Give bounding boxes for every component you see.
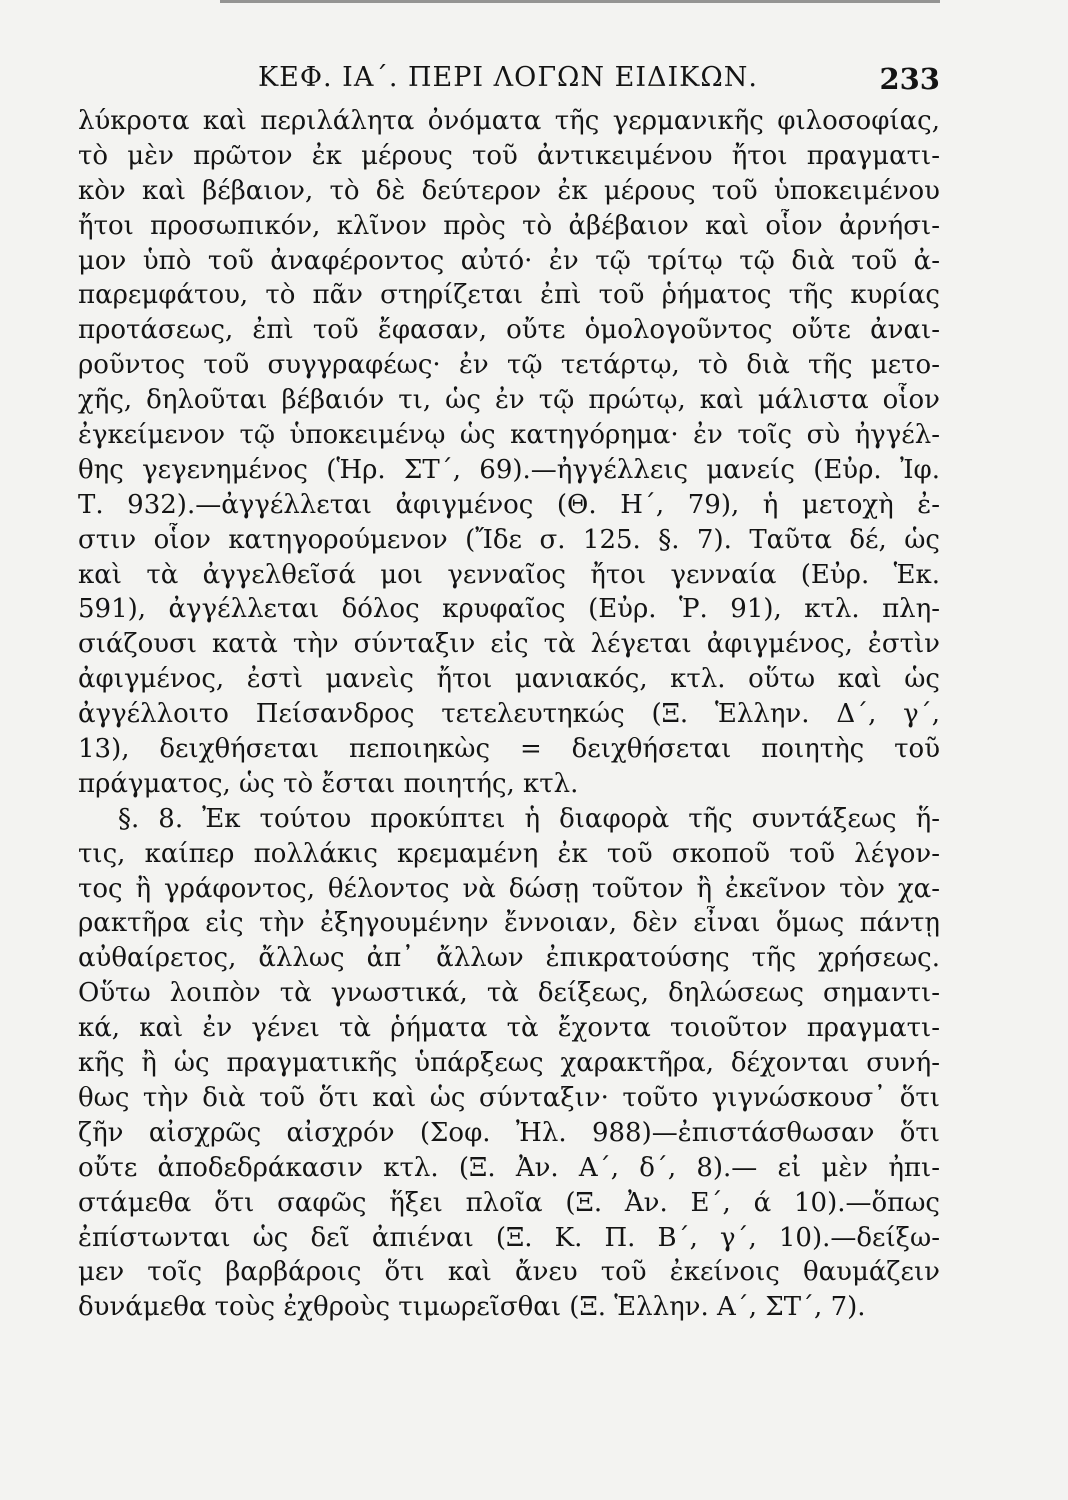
text-line: αὐθαίρετος, ἄλλως ἀπ᾽ ἄλλων ἐπικρατούσης τῆς χρήσεως. [78,943,940,974]
section-heading-line: §. 8. Ἐκ τούτου προκύπτει ἡ διαφορὰ τῆς συντάξεως ἥ- [118,803,940,834]
text-line: οὔτε ἀποδεδράκασιν κτλ. (Ξ. Ἀν. Α΄, δ΄, 8).— εἰ μὲν ἠπι- [78,1152,940,1183]
text-line: ἐπίστωνται ὡς δεῖ ἀπιέναι (Ξ. Κ. Π. Β΄, γ΄, 10).—δείξω- [78,1222,940,1253]
text-line: λύκροτα καὶ περιλάλητα ὀνόματα τῆς γερμανικῆς φιλοσοφίας, [78,106,940,136]
text-line: ροῦντος τοῦ συγγραφέως· ἐν τῷ τετάρτῳ, τὸ διὰ τῆς μετο- [78,350,940,381]
top-rule [220,0,940,3]
text-line: κά, καὶ ἐν γένει τὰ ῥήματα τὰ ἔχοντα τοιοῦτον πραγματι- [78,1013,940,1044]
text-line: ἀγγέλλοιτο Πείσανδρος τετελευτηκώς (Ξ. Ἑλλην. Δ΄, γ΄, [78,699,940,730]
text-line: σιάζουσι κατὰ τὴν σύνταξιν εἰς τὰ λέγεται ἀφιγμένος, ἐστὶν [78,629,940,660]
text-line: Οὕτω λοιπὸν τὰ γνωστικά, τὰ δείξεως, δηλώσεως σημαντι- [78,978,940,1009]
text-line: 13), δειχθήσεται πεποιηκὼς = δειχθήσεται ποιητὴς τοῦ [78,734,940,765]
text-line: πράγματος, ὡς τὸ ἔσται ποιητής, κτλ. [78,768,579,799]
text-line: θως τὴν διὰ τοῦ ὅτι καὶ ὡς σύνταξιν· τοῦτο γιγνώσκουσ᾽ ὅτι [78,1082,940,1113]
text-line: τὸ μὲν πρῶτον ἐκ μέρους τοῦ ἀντικειμένου ἤτοι πραγματι- [78,140,940,171]
text-line: 591), ἀγγέλλεται δόλος κρυφαῖος (Εὐρ. Ῥ. 91), κτλ. πλη- [78,594,940,625]
text-line: ρακτῆρα εἰς τὴν ἐξηγουμένην ἔννοιαν, δὲν εἶναι ὅμως πάντῃ [78,908,940,939]
text-line: δυνάμεθα τοὺς ἐχθροὺς τιμωρεῖσθαι (Ξ. Ἑλλην. Α΄, ΣΤ΄, 7). [78,1292,866,1323]
text-line: ἐγκείμενον τῷ ὑποκειμένῳ ὡς κατηγόρημα· ἐν τοῖς σὺ ἠγγέλ- [78,420,940,451]
text-line: Τ. 932).—ἀγγέλλεται ἀφιγμένος (Θ. Η΄, 79), ἡ μετοχὴ ἐ- [78,489,940,520]
text-line: θης γεγενημένος (Ἡρ. ΣΤ΄, 69).—ἠγγέλλεις μανείς (Εὐρ. Ἰφ. [78,454,940,485]
text-line: χῆς, δηλοῦται βέβαιόν τι, ὡς ἐν τῷ πρώτῳ, καὶ μάλιστα οἷον [78,385,940,416]
page-number: 233 [879,62,940,96]
text-line: καὶ τὰ ἀγγελθεῖσά μοι γενναῖος ἤτοι γενναία (Εὐρ. Ἑκ. [78,559,940,590]
text-line: παρεμφάτου, τὸ πᾶν στηρίζεται ἐπὶ τοῦ ῥήματος τῆς κυρίας [78,280,940,311]
running-head: ΚΕΦ. ΙΑ΄. ΠΕΡΙ ΛΟΓΩΝ ΕΙΔΙΚΩΝ. [258,62,758,93]
text-line: κὸν καὶ βέβαιον, τὸ δὲ δεύτερον ἐκ μέρους τοῦ ὑποκειμένου [78,175,940,206]
text-line: μεν τοῖς βαρβάροις ὅτι καὶ ἄνευ τοῦ ἐκείνοις θαυμάζειν [78,1257,940,1288]
text-line: τος ἢ γράφοντος, θέλοντος νὰ δώσῃ τοῦτον ἢ ἐκεῖνον τὸν χα- [78,873,940,904]
text-line: κῆς ἢ ὡς πραγματικῆς ὑπάρξεως χαρακτῆρα, δέχονται συνή- [78,1048,940,1079]
text-line: ἤτοι προσωπικόν, κλῖνον πρὸς τὸ ἀβέβαιον καὶ οἷον ἀρνήσι- [78,210,940,241]
text-line: τις, καίπερ πολλάκις κρεμαμένη ἐκ τοῦ σκοποῦ τοῦ λέγον- [78,838,940,869]
text-line: ἀφιγμένος, ἐστὶ μανεὶς ἤτοι μανιακός, κτλ. οὕτω καὶ ὡς [78,664,940,695]
text-line: στάμεθα ὅτι σαφῶς ἥξει πλοῖα (Ξ. Ἀν. Ε΄, ά 10).—ὅπως [78,1187,940,1218]
text-line: προτάσεως, ἐπὶ τοῦ ἔφασαν, οὔτε ὁμολογοῦντος οὔτε ἀναι- [78,315,940,346]
text-line: στιν οἷον κατηγορούμενον (Ἴδε σ. 125. §. 7). Ταῦτα δέ, ὡς [78,524,940,555]
text-line: ζῆν αἰσχρῶς αἰσχρόν (Σοφ. Ἠλ. 988)—ἐπιστάσθωσαν ὅτι [78,1117,940,1148]
text-line: μον ὑπὸ τοῦ ἀναφέροντος αὐτό· ἐν τῷ τρίτῳ τῷ διὰ τοῦ ἀ- [78,245,940,276]
body-text [78,104,940,1325]
page-header [78,62,940,102]
